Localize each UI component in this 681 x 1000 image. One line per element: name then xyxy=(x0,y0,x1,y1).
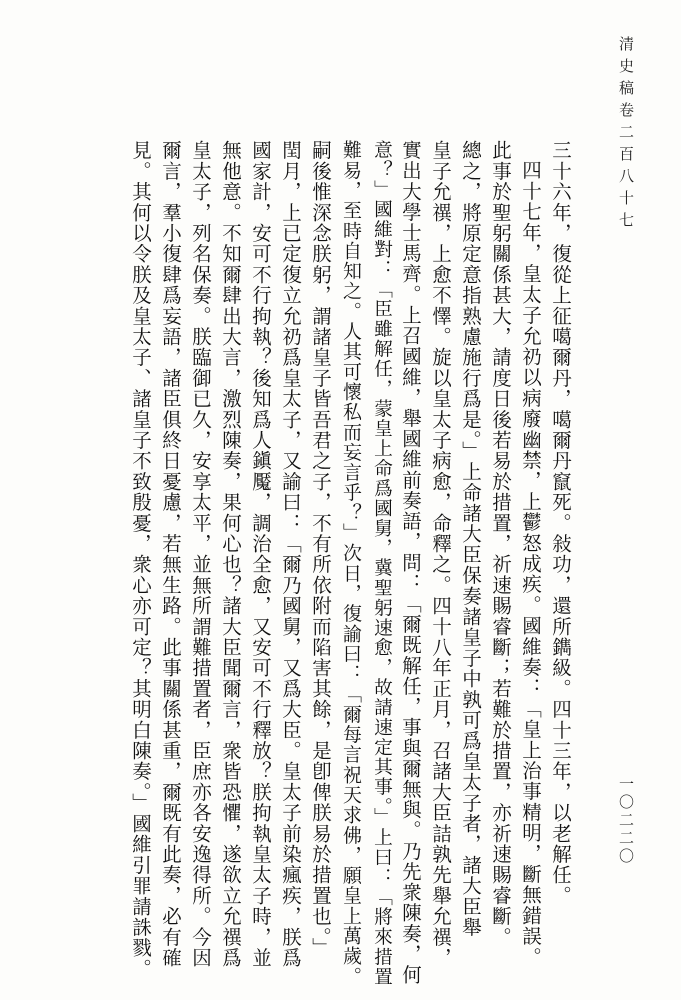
text-column-7: 意？」國維對：「臣雖解任，蒙皇上命爲國舅，冀聖躬速愈，故請速定其事。」上曰：「將來措置 xyxy=(371,140,392,987)
text-column-5: 皇子允禩，上愈不懌。旋以皇太子病愈，命釋之。四十八年正月，召諸大臣詰孰先舉允禩， xyxy=(429,140,452,968)
text-column-10: 閏月，上已定復立允礽爲皇太子，又諭曰：「爾乃國舅，又爲大臣。皇太子前染瘋疾，朕爲 xyxy=(279,140,302,968)
text-column-6: 實出大學士馬齊。上召國維，舉國維前奏語，問：「爾既解任，事與爾無與。乃先衆陳奏，何 xyxy=(399,140,422,986)
text-column-11: 國家計，安可不行拘執？後知爲人鎭魘，調治全愈，又安可不行釋放？朕拘執皇太子時，並 xyxy=(249,140,272,968)
text-column-3: 此事於聖躬關係甚大，請度日後若易於措置，祈速賜睿斷；若難於措置，亦祈速賜睿斷。 xyxy=(489,140,512,948)
text-column-13: 皇太子，列名保奏。朕臨御已久，安享太平，並無所謂難措置者，臣庶亦各安逸得所。今因 xyxy=(189,140,212,968)
text-column-1: 三十六年，復從上征噶爾丹，噶爾丹竄死。敍功，還所鐫級。四十三年，以老解任。 xyxy=(549,140,572,906)
page-number: 一〇二二〇 xyxy=(617,776,635,866)
text-column-2: 四十七年，皇太子允礽以病廢幽禁，上鬱怒成疾。國維奏：「皇上治事精明，斷無錯誤。 xyxy=(519,160,542,968)
text-column-8: 難易，至時自知之。人其可懷私而妄言乎？」次日，復諭曰：「爾每言祝天求佛，願皇上萬歲。 xyxy=(340,140,362,987)
text-column-12: 無他意。不知爾肆出大言，激烈陳奏，果何心也？諸大臣聞爾言，衆皆恐懼，遂欲立允禩爲 xyxy=(219,140,242,968)
text-column-14: 爾言，羣小復肆爲妄語，諸臣俱終日憂慮，若無生路。此事關係甚重，爾既有此奏，必有確 xyxy=(159,140,182,968)
text-column-4: 總之，將原定意指熟慮施行爲是。」上命諸大臣保奏諸皇子中孰可爲皇太子者，諸大臣舉 xyxy=(459,140,482,938)
text-column-9: 嗣後惟深念朕躬，謂諸皇子皆吾君之子，不有所依附而陷害其餘，是卽俾朕易於措置也。」 xyxy=(309,140,332,959)
running-header: 清史稿卷二百八十七 xyxy=(617,36,635,234)
text-column-15: 見。其何以令朕及皇太子、諸皇子不致殷憂，衆心亦可定？其明白陳奏。」國維引罪請誅戮。 xyxy=(129,140,152,979)
